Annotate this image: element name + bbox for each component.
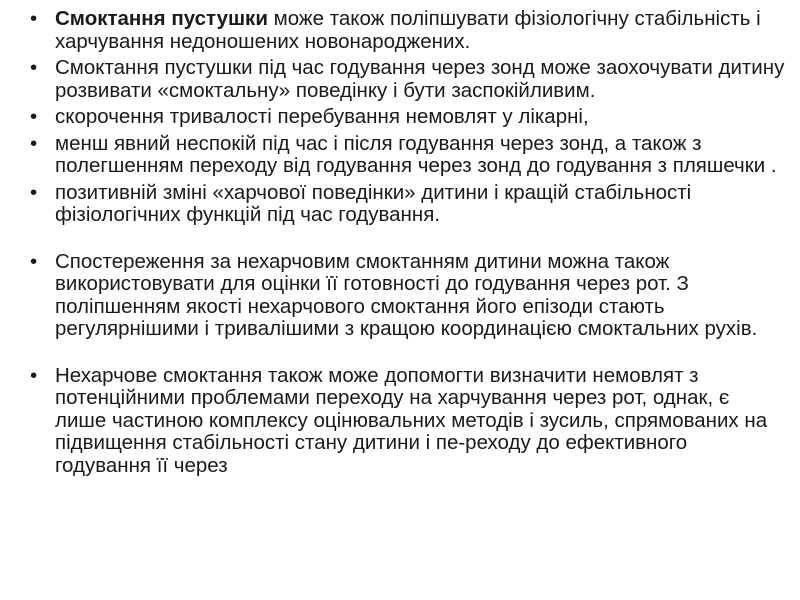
bullet-lead-text: Смоктання пустушки [55,7,268,30]
bullet-text: менш явний неспокій під час і після годування через зонд, а також з полегшенням переходу від годування через зонд до годування з пляшечки . [55,131,777,177]
bullet-item-tube-feeding [30,57,786,102]
bullet-icon: • [30,131,38,155]
bullet-item-less-restlessness [30,133,786,178]
bullet-text: Спостереження за нехарчовим смоктанням дитини можна також використовувати для оцінки її готовності до годування через рот. З поліпшенням якості нехарчового смоктання його епізоди стають регулярнішими і тривалішими з кращою координацією смоктальних рухів. [55,249,758,340]
bullet-item-pacifier-sucking [30,8,786,53]
bullet-text: Смоктання пустушки під час годування через зонд може заохочувати дитину розвивати «смоктальну» поведінку і бути заспокійливим. [55,56,785,102]
bullet-text: позитивній зміні «харчової поведінки» дитини і кращій стабільності фізіологічних функцій під час годування. [55,180,692,226]
bullet-text: скорочення тривалості перебування немовлят у лікарні, [55,105,589,128]
bullet-icon: • [30,249,38,273]
bullet-item-feeding-behavior [30,182,786,227]
bullet-icon: • [30,105,38,128]
bullet-text: Нехарчове смоктання також може допомогти визначити немовлят з потенційними проблемами переходу на харчування через рот, однак, є лише частиною комплексу оцінювальних методів і зусиль, спрямованих на підвищення стабільності стану дитини і пе-реходу до ефективного годування її через [55,363,768,477]
bullet-icon: • [30,56,38,79]
bullet-item-non-nutritive-sucking [30,365,786,478]
bullet-item-observation [30,251,786,341]
bullet-list [30,8,786,481]
bullet-item-hospital-stay [30,106,786,129]
bullet-icon: • [30,180,38,204]
bullet-text: може також поліпшувати фізіологічну стабільність і харчування недоношених новонароджених. [55,7,761,53]
bullet-icon: • [30,363,38,387]
bullet-icon: • [30,7,38,30]
